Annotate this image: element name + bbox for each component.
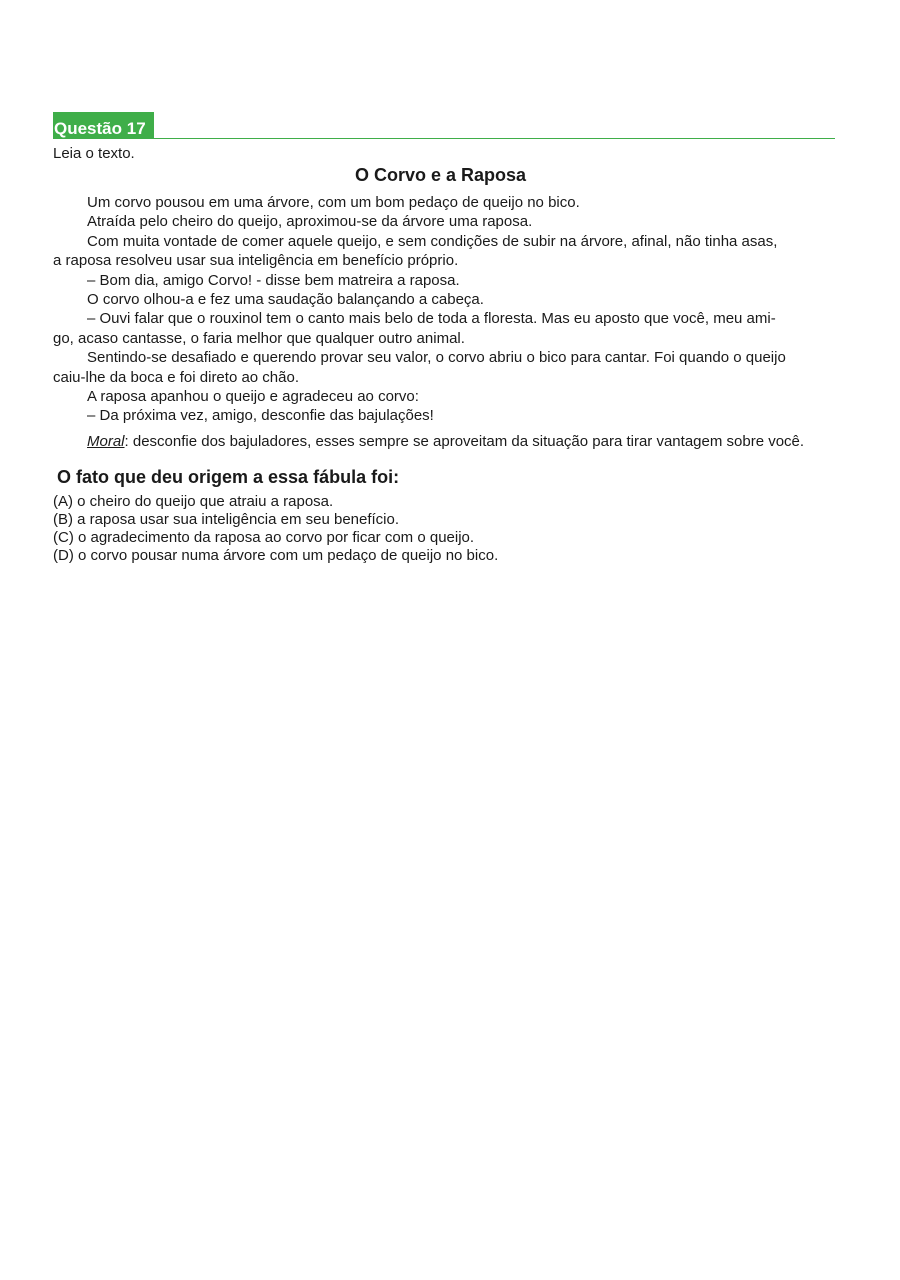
story-text bbox=[53, 193, 868, 426]
story-line: Com muita vontade de comer aquele queijo, e sem condições de subir na árvore, afinal, não tinha asas, bbox=[87, 232, 778, 250]
header-divider bbox=[53, 138, 835, 140]
story-line: Atraída pelo cheiro do queijo, aproximou-se da árvore uma raposa. bbox=[87, 213, 533, 231]
answer-options bbox=[53, 493, 498, 565]
story-line: – Da próxima vez, amigo, desconfie das bajulações! bbox=[87, 407, 434, 425]
story-line: – Bom dia, amigo Corvo! - disse bem matreira a raposa. bbox=[87, 271, 460, 289]
option-a[interactable]: (A) o cheiro do queijo que atraiu a raposa. bbox=[53, 493, 334, 510]
story-line: O corvo olhou-a e fez uma saudação balançando a cabeça. bbox=[87, 291, 484, 309]
question-prompt: O fato que deu origem a essa fábula foi: bbox=[57, 467, 400, 487]
question-number-badge bbox=[53, 112, 154, 139]
story-line: caiu-lhe da boca e foi direto ao chão. bbox=[53, 368, 299, 386]
story-title: O Corvo e a Raposa bbox=[354, 165, 527, 185]
question-header bbox=[53, 112, 835, 139]
moral-text: : desconfie dos bajuladores, esses sempre se aproveitam da situação para tirar vantagem sobre você. bbox=[124, 433, 805, 450]
story-line: Um corvo pousou em uma árvore, com um bom pedaço de queijo no bico. bbox=[87, 194, 580, 211]
story-line: Sentindo-se desafiado e querendo provar seu valor, o corvo abriu o bico para cantar. Foi quando o queijo bbox=[87, 349, 786, 367]
option-c[interactable]: (C) o agradecimento da raposa ao corvo por ficar com o queijo. bbox=[53, 529, 475, 546]
story-line: go, acaso cantasse, o faria melhor que qualquer outro animal. bbox=[53, 329, 465, 347]
moral-line bbox=[87, 433, 877, 450]
story-line: – Ouvi falar que o rouxinol tem o canto mais belo de toda a floresta. Mas eu aposto que você, meu ami- bbox=[87, 310, 776, 328]
option-b[interactable]: (B) a raposa usar sua inteligência em seu benefício. bbox=[53, 511, 400, 528]
option-d[interactable]: (D) o corvo pousar numa árvore com um pedaço de queijo no bico. bbox=[53, 547, 499, 564]
story-line: a raposa resolveu usar sua inteligência em benefício próprio. bbox=[53, 252, 459, 270]
question-number-label: Questão 17 bbox=[54, 119, 146, 138]
moral-label: Moral bbox=[87, 433, 125, 450]
instruction-text: Leia o texto. bbox=[53, 145, 135, 162]
story-line: A raposa apanhou o queijo e agradeceu ao corvo: bbox=[87, 388, 419, 406]
